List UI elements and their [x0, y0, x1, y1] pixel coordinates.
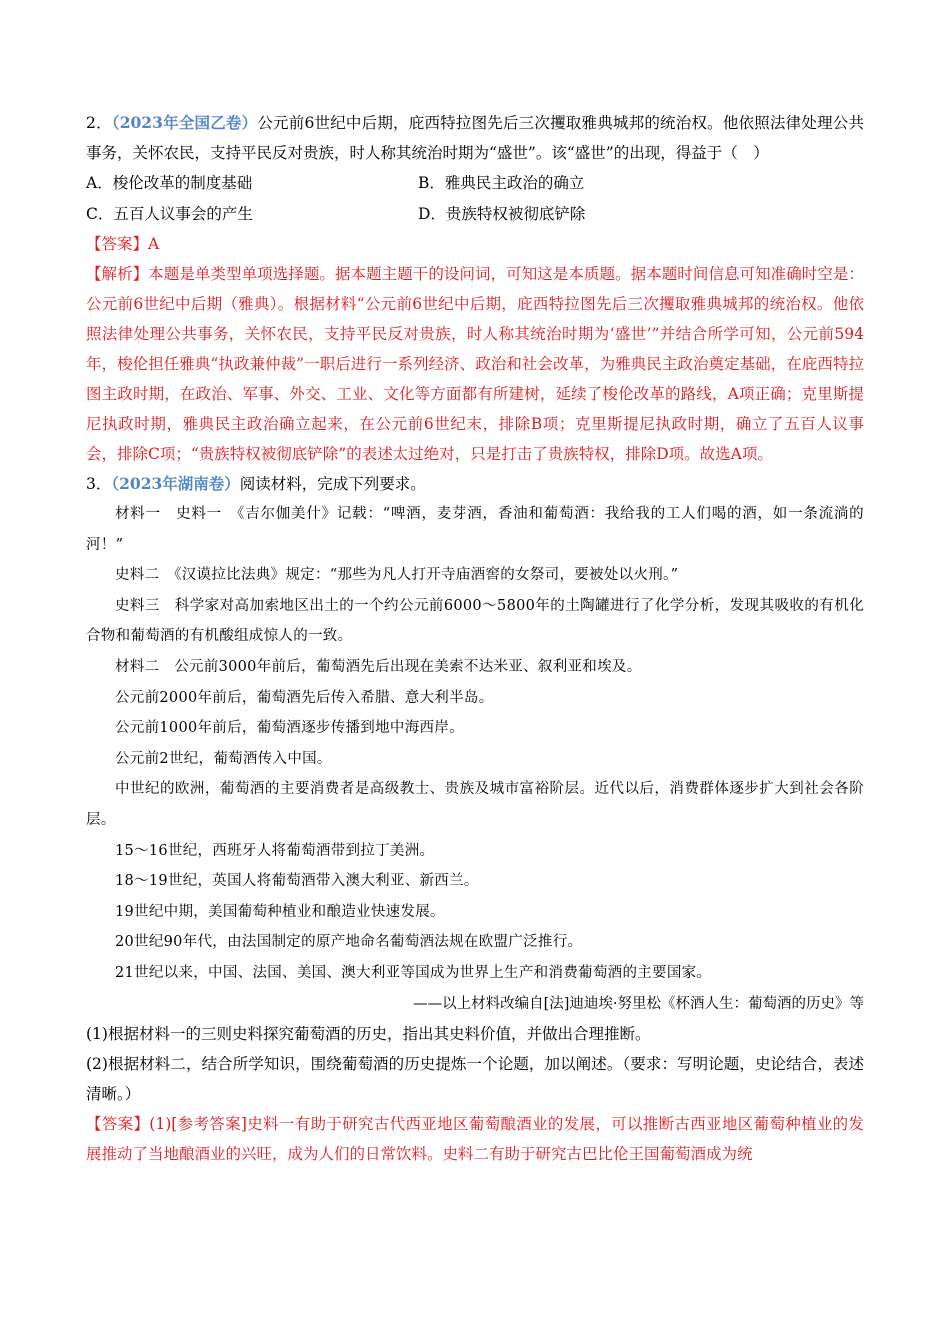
option-c: C．五百人议事会的产生 [86, 204, 253, 223]
question-3-answer [86, 1109, 864, 1169]
material-paragraph: 公元前1000年前后，葡萄酒逐步传播到地中海西岸。 [115, 720, 464, 737]
option-a: A．梭伦改革的制度基础 [86, 174, 253, 192]
question-3-stem [86, 469, 864, 499]
option-b: B．雅典民主政治的确立 [418, 174, 585, 192]
question-source: （2023年湖南卷） [111, 474, 240, 493]
material-paragraph: 中世纪的欧洲，葡萄酒的主要消费者是高级教士、贵族及城市富裕阶层。近代以后，消费群体逐步扩大到社会各阶层。 [86, 781, 864, 828]
answer-label: 【答案】 [86, 1115, 150, 1134]
question-text: 公元前6世纪中后期，庇西特拉图先后三次攫取雅典城邦的统治权。他依照法律处理公共事务，关怀农民，支持平民反对贵族，时人称其统治时期为“盛世”。该“盛世”的出现，得益于（ ） [86, 114, 864, 162]
material-paragraph: 15～16世纪，西班牙人将葡萄酒带到拉丁美洲。 [115, 842, 435, 859]
options-row-2 [86, 199, 864, 230]
question-2-stem [86, 108, 864, 168]
question-2-answer [86, 229, 864, 259]
answer-value: A [148, 235, 160, 253]
materials-block [86, 499, 864, 1019]
material-paragraph: 史料三 科学家对高加索地区出土的一个约公元前6000～5800年的土陶罐进行了化学分析，发现其吸收的有机化合物和葡萄酒的有机酸组成惊人的一致。 [86, 597, 864, 645]
material-paragraph: 公元前2世纪，葡萄酒传入中国。 [115, 750, 332, 767]
material-source-note: ——以上材料改编自[法]迪迪埃·努里松《杯酒人生：葡萄酒的历史》等 [413, 995, 864, 1012]
question-source: （2023年全国乙卷） [111, 113, 258, 132]
material-paragraph: 20世纪90年代，由法国制定的原产地命名葡萄酒法规在欧盟广泛推行。 [115, 934, 583, 951]
question-text: 阅读材料，完成下列要求。 [239, 475, 426, 493]
material-paragraph: 材料一 史料一 《吉尔伽美什》记载：“啤酒，麦芽酒，香油和葡萄酒：我给我的工人们喝的酒，如一条流淌的河！” [86, 506, 864, 553]
answer-text: (1)[参考答案]史料一有助于研究古代西亚地区葡萄酿酒业的发展，可以推断古西亚地区葡萄种植业的发展推动了当地酿酒业的兴旺，成为人们的日常饮料。史料二有助于研究古巴比伦王国葡萄酒成为统 [86, 1115, 864, 1164]
options-row-1 [86, 168, 864, 199]
material-paragraph: 21世纪以来，中国、法国、美国、澳大利亚等国成为世界上生产和消费葡萄酒的主要国家。 [115, 964, 712, 981]
question-number: 2． [86, 114, 112, 132]
material-paragraph: 18～19世纪，英国人将葡萄酒带入澳大利亚、新西兰。 [115, 873, 479, 890]
material-paragraph: 史料二 《汉谟拉比法典》规定：“那些为凡人打开寺庙酒窖的女祭司，要被处以火刑。” [115, 567, 679, 584]
sub-question-2: (2)根据材料二，结合所学知识，围绕葡萄酒的历史提炼一个论题，加以阐述。（要求：写明论题，史论结合，表述清晰。） [86, 1055, 864, 1104]
question-2-analysis [86, 259, 864, 469]
material-paragraph: 19世纪中期，美国葡萄种植业和酿造业快速发展。 [115, 903, 445, 920]
question-number: 3． [86, 475, 112, 493]
material-paragraph: 材料二 公元前3000年前后，葡萄酒先后出现在美索不达米亚、叙利亚和埃及。 [115, 658, 642, 675]
answer-label: 【答案】 [86, 235, 149, 253]
sub-question-1: (1)根据材料一的三则史料探究葡萄酒的历史，指出其史料价值，并做出合理推断。 [86, 1025, 651, 1044]
option-d: D．贵族特权被彻底铲除 [418, 204, 586, 223]
material-paragraph: 公元前2000年前后，葡萄酒先后传入希腊、意大利半岛。 [115, 689, 494, 706]
analysis-text: 本题是单类型单项选择题。据本题主题干的设问词，可知这是本质题。据本题时间信息可知准确时空是：公元前6世纪中后期（雅典）。根据材料“公元前6世纪中后期，庇西特拉图先后三次攫取雅典城邦的统治权。他依照法律处理公共事务，关怀农民，支持平民反对贵族，时人称其统治时期为‘盛世’”并结合所学可知，公元前594年，梭伦担任雅典“执政兼仲裁”一职后进行一系列经济、政治和社会改革，为雅典民主政治奠定基础，在庇西特拉图主政时期，在政治、军事、外交、工业、文化等方面都有所建树，延续了梭伦改革的路线，A项正确；克里斯提尼执政时期，雅典民主政治确立起来，在公元前6世纪末，排除B项；克里斯提尼执政时期，确立了五百人议事会，排除C项；“贵族特权被彻底铲除”的表述太过绝对，只是打击了贵族特权，排除D项。故选A项。 [86, 265, 864, 463]
analysis-label: 【解析】 [86, 265, 149, 283]
document-page [86, 108, 864, 1169]
